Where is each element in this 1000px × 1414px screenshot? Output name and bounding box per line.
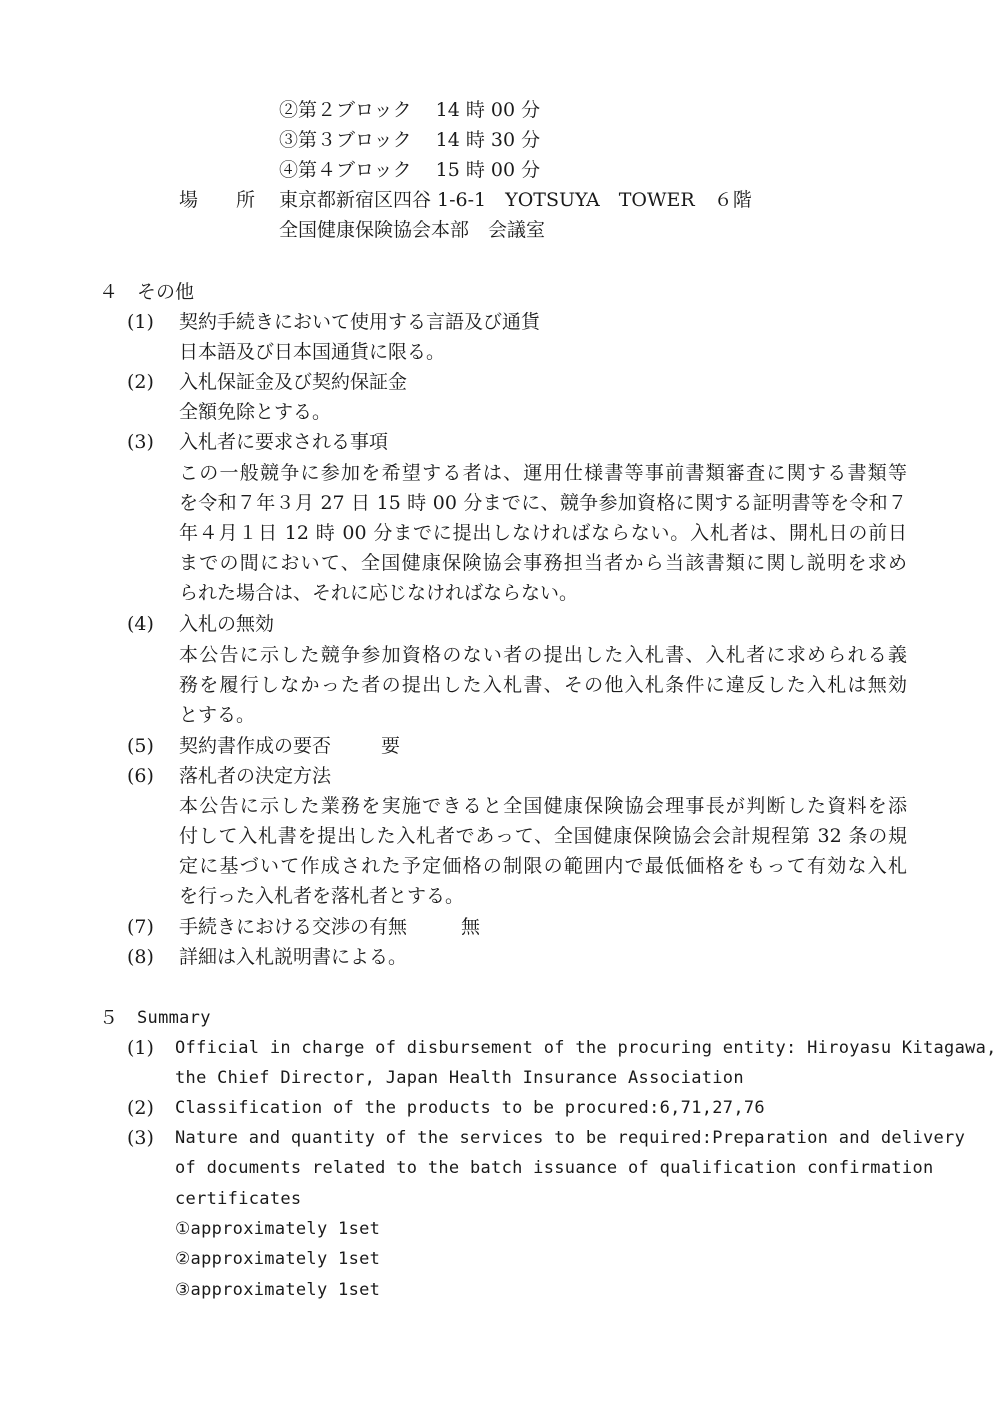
item-number: (6) xyxy=(127,765,154,787)
section-4-number: ４ xyxy=(99,281,119,303)
item-number: (7) xyxy=(127,916,154,938)
item-body-line: までの間において、全国健康保険協会事務担当者から当該書類に関し説明を求め xyxy=(179,552,907,574)
block-label: ③第３ブロック xyxy=(279,129,412,151)
section-4-title: その他 xyxy=(137,281,195,303)
summary-line: the Chief Director, Japan Health Insurance Association xyxy=(175,1068,744,1088)
block-label: ②第２ブロック xyxy=(279,99,412,121)
item-value: 無 xyxy=(461,916,481,938)
item-value: 要 xyxy=(381,735,401,757)
item-body-line: とする。 xyxy=(179,704,256,726)
item-body-line: 本公告に示した競争参加資格のない者の提出した入札書、入札者に求められる義 xyxy=(179,644,907,666)
item-body-line: 日本語及び日本国通貨に限る。 xyxy=(179,341,446,363)
item-body-line: 定に基づいて作成された予定価格の制限の範囲内で最低価格をもって有効な入札 xyxy=(179,855,907,877)
block-time: 14 時 30 分 xyxy=(435,129,541,151)
summary-line: ①approximately 1set xyxy=(175,1219,381,1239)
item-title: 落札者の決定方法 xyxy=(179,765,332,787)
item-body-line: この一般競争に参加を希望する者は、運用仕様書等事前書類審査に関する書類等 xyxy=(179,462,907,484)
item-body-line: 全額免除とする。 xyxy=(179,401,332,423)
item-body-line: 付して入札書を提出した入札者であって、全国健康保険協会会計規程第 32 条の規 xyxy=(179,825,907,847)
summary-line: Official in charge of disbursement of the procuring entity: Hiroyasu Kitagawa, xyxy=(175,1038,997,1058)
item-body-line: られた場合は、それに応じなければならない。 xyxy=(179,582,579,604)
item-body-line: 務を履行しなかった者の提出した入札書、その他入札条件に違反した入札は無効 xyxy=(179,674,907,696)
item-number: (1) xyxy=(127,311,154,333)
summary-line: certificates xyxy=(175,1189,302,1209)
item-body-line: 年４月１日 12 時 00 分までに提出しなければならない。入札者は、開札日の前日 xyxy=(179,522,907,544)
item-number: (1) xyxy=(127,1037,154,1059)
item-body-line: を令和７年３月 27 日 15 時 00 分までに、競争参加資格に関する証明書等を令和７ xyxy=(179,492,907,514)
block-time: 14 時 00 分 xyxy=(435,99,541,121)
item-number: (2) xyxy=(127,371,154,393)
section-5-title: Summary xyxy=(137,1008,211,1028)
place-room: 全国健康保険協会本部 会議室 xyxy=(279,219,546,241)
summary-line: Nature and quantity of the services to be required:Preparation and delivery xyxy=(175,1128,966,1148)
summary-line: Classification of the products to be procured:6,71,27,76 xyxy=(175,1098,765,1118)
item-title: 契約書作成の要否 xyxy=(179,735,332,757)
item-title: 入札の無効 xyxy=(179,613,275,635)
item-title: 契約手続きにおいて使用する言語及び通貨 xyxy=(179,311,541,333)
item-number: (3) xyxy=(127,431,154,453)
item-number: (3) xyxy=(127,1127,154,1149)
section-5-number: ５ xyxy=(99,1007,119,1029)
schedule-block-4 xyxy=(279,155,540,185)
place-label: 場 所 xyxy=(179,189,256,211)
summary-line: ③approximately 1set xyxy=(175,1280,381,1300)
block-time: 15 時 00 分 xyxy=(435,159,541,181)
item-number: (8) xyxy=(127,946,154,968)
item-title: 手続きにおける交渉の有無 xyxy=(179,916,408,938)
item-number: (5) xyxy=(127,735,154,757)
item-title: 詳細は入札説明書による。 xyxy=(179,946,408,968)
item-number: (4) xyxy=(127,613,154,635)
schedule-block-3 xyxy=(279,125,540,155)
schedule-block-2 xyxy=(279,95,540,125)
block-label: ④第４ブロック xyxy=(279,159,412,181)
summary-line: ②approximately 1set xyxy=(175,1249,381,1269)
item-number: (2) xyxy=(127,1097,154,1119)
item-title: 入札者に要求される事項 xyxy=(179,431,389,453)
item-body-line: 本公告に示した業務を実施できると全国健康保険協会理事長が判断した資料を添 xyxy=(179,795,907,817)
summary-line: of documents related to the batch issuance of qualification confirmation xyxy=(175,1158,934,1178)
item-body-line: を行った入札者を落札者とする。 xyxy=(179,885,465,907)
place-address: 東京都新宿区四谷 1-6-1 YOTSUYA TOWER ６階 xyxy=(279,189,752,211)
item-title: 入札保証金及び契約保証金 xyxy=(179,371,408,393)
